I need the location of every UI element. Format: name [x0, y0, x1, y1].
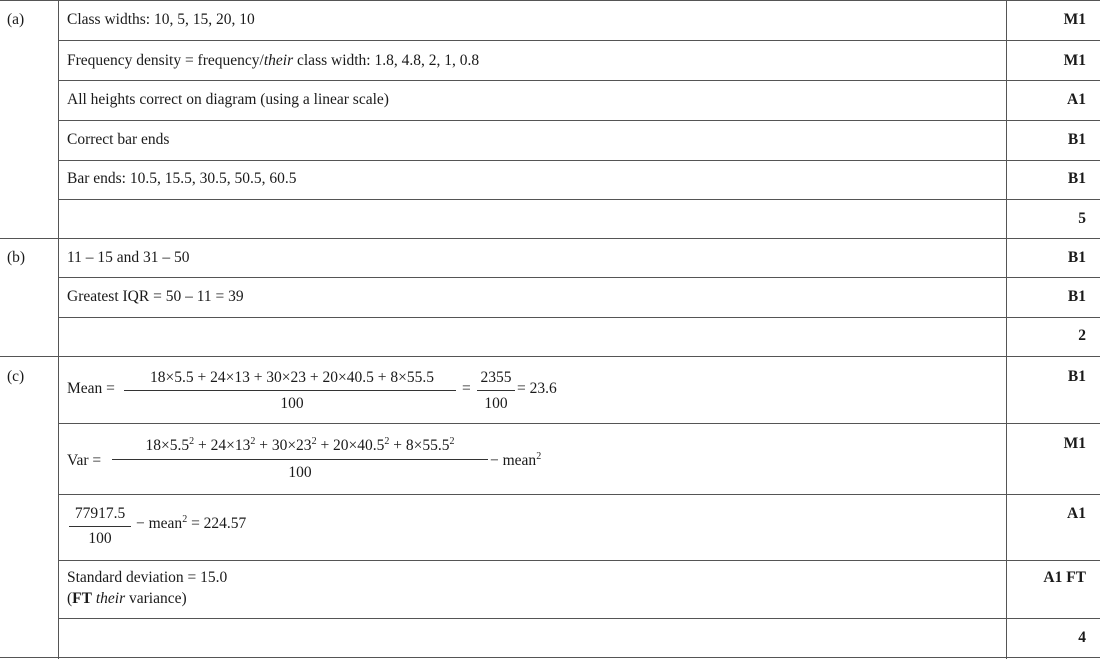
answer-line: Correct bar ends: [67, 131, 170, 148]
mark-code: A1: [1067, 91, 1086, 108]
row-divider: [58, 277, 1100, 278]
mark-code: B1: [1067, 131, 1086, 148]
var-numerator: $18\times 5.5^2 + 24\times 13^2 + 30\times 23^2 + 20\times 40.5^2 + 8\times 55.5^2$: [145, 436, 455, 454]
part-label-b: (b): [7, 249, 26, 266]
var-label: Var =: [67, 452, 102, 469]
mean-label: Mean =: [67, 380, 115, 397]
row-divider: [58, 199, 1100, 200]
equals-sign: =: [462, 380, 471, 397]
answer-line: Class widths: 10, 5, 15, 20, 10: [67, 11, 255, 28]
row-divider: [58, 618, 1100, 619]
mark-code: B1: [1067, 368, 1086, 385]
column-divider: [58, 0, 59, 659]
row-divider: [58, 423, 1100, 424]
answer-line: Bar ends: 10.5, 15.5, 30.5, 50.5, 60.5: [67, 170, 297, 187]
fraction-bar: [69, 526, 131, 527]
answer-line: Frequency density = frequency/their class width: 1.8, 4.8, 2, 1, 0.8: [67, 52, 480, 69]
sd-line: Standard deviation = 15.0: [67, 569, 228, 586]
answer-line: Greatest IQR = 50 – 11 = 39: [67, 288, 244, 305]
var-total-numerator: 77917.5: [74, 505, 126, 522]
mean-sum-denominator: 100: [484, 395, 508, 412]
column-divider: [1006, 0, 1007, 659]
answer-line: 11 – 15 and 31 – 50: [67, 249, 190, 266]
mark-code: B1: [1067, 249, 1086, 266]
row-divider: [58, 560, 1100, 561]
row-divider: [0, 356, 1100, 357]
row-divider: [58, 494, 1100, 495]
total-marks-a: 5: [1078, 210, 1086, 227]
var-total-denominator: 100: [88, 530, 112, 547]
minus-mean-squared: − mean$^2$: [490, 451, 542, 469]
mean-numerator: 18×5.5 + 24×13 + 30×23 + 20×40.5 + 8×55.5: [149, 369, 435, 386]
mark-code: A1 FT: [1043, 569, 1086, 586]
row-divider: [0, 657, 1100, 658]
var-denominator: 100: [288, 464, 312, 481]
mean-denominator: 100: [280, 395, 304, 412]
row-divider: [58, 120, 1100, 121]
mark-code: A1: [1067, 505, 1086, 522]
fraction-bar: [112, 459, 488, 460]
total-marks-c: 4: [1078, 629, 1086, 646]
row-divider: [58, 80, 1100, 81]
mark-code: M1: [1063, 52, 1086, 69]
mean-sum: 2355: [480, 369, 512, 386]
mean-result: = 23.6: [517, 380, 557, 397]
fraction-bar: [477, 390, 515, 391]
variance-result: − mean$^2$ = 224.57: [136, 514, 247, 532]
part-label-c: (c): [7, 368, 25, 385]
row-divider: [0, 0, 1100, 1]
row-divider: [58, 317, 1100, 318]
mark-code: M1: [1063, 11, 1086, 28]
row-divider: [58, 160, 1100, 161]
row-divider: [0, 238, 1100, 239]
mark-code: B1: [1067, 170, 1086, 187]
mark-code: B1: [1067, 288, 1086, 305]
mark-code: M1: [1063, 435, 1086, 452]
part-label-a: (a): [7, 11, 25, 28]
row-divider: [58, 40, 1100, 41]
answer-line: All heights correct on diagram (using a linear scale): [67, 91, 389, 108]
fraction-bar: [124, 390, 456, 391]
total-marks-b: 2: [1078, 327, 1086, 344]
ft-note: (FT their variance): [67, 590, 187, 607]
